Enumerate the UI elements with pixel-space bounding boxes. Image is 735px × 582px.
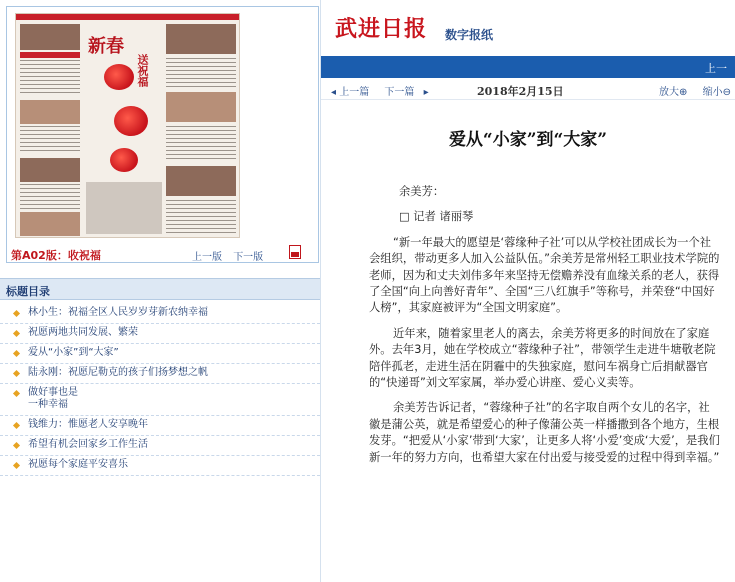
article-paragraph: “新一年最大的愿望是‘蓉缘种子社’可以从学校社团成长为一个社会组织，带动更多人加入公益队伍。”余美芳是常州轻工职业技术学院的老师，因为和丈夫刘伟多年来坚持无偿赡养没有血缘关系的老人，获得了全国“向上向善好青年”、全国“三八红旗手”等称号，并荣登“中国好人榜”，其家庭被评为“全国文明家庭”。 bbox=[369, 235, 720, 315]
thumb-photo bbox=[20, 212, 80, 236]
thumb-photo bbox=[166, 24, 236, 54]
toc-item[interactable]: 祝愿两地共同发展、繁荣 bbox=[0, 324, 320, 344]
zoom-controls bbox=[647, 83, 731, 98]
nav-prev-link[interactable]: 上一 bbox=[705, 62, 727, 75]
pdf-icon[interactable] bbox=[289, 245, 301, 259]
thumb-photo bbox=[166, 92, 236, 122]
zoom-out-button[interactable]: 缩小⊖ bbox=[702, 87, 731, 98]
nav-bar bbox=[321, 56, 735, 78]
article-title: 爱从“小家”到“大家” bbox=[448, 130, 608, 150]
lantern-icon bbox=[114, 106, 148, 136]
thumb-text-block bbox=[166, 58, 236, 88]
thumb-text-block bbox=[20, 60, 80, 96]
thumb-text-block bbox=[20, 184, 80, 210]
page-thumbnail[interactable] bbox=[15, 13, 240, 238]
issue-date: 2018年2月15日 bbox=[477, 85, 564, 98]
article-toolbar bbox=[321, 80, 735, 100]
site-header bbox=[321, 0, 735, 56]
thumb-top-band bbox=[16, 14, 240, 20]
thumb-headline-bar bbox=[20, 52, 80, 58]
article-body bbox=[369, 184, 721, 475]
toc-item[interactable]: 爱从“小家”到“大家” bbox=[0, 344, 320, 364]
lantern-icon bbox=[104, 64, 134, 90]
page-label: 第A02版：收祝福 bbox=[11, 249, 101, 262]
thumb-photo bbox=[20, 24, 80, 50]
toc-item[interactable]: 祝愿每个家庭平安喜乐 bbox=[0, 456, 320, 476]
page-nav bbox=[192, 248, 271, 263]
toc-item[interactable]: 希望有机会回家乡工作生活 bbox=[0, 436, 320, 456]
toc-header bbox=[0, 278, 320, 300]
prev-article-link[interactable]: ◂ 上一篇 bbox=[331, 87, 370, 98]
article-paragraph: 近年来，随着家里老人的离去，余美芳将更多的时间放在了家庭外。去年3月，她在学校成立“蓉缘种子社”，带领学生走进牛塘敬老院陪伴孤老，走进生活在阴霾中的失独家庭，慰问车祸身亡后捐献器官的“快递哥”刘文军家属，举办爱心讲座、爱心义卖等。 bbox=[369, 326, 716, 390]
article-nav bbox=[331, 83, 435, 98]
left-column bbox=[0, 0, 320, 582]
thumb-title-1: 新春 bbox=[88, 36, 124, 57]
site-subtitle: 数字报纸 bbox=[445, 28, 494, 42]
prev-page-link[interactable]: 上一版 bbox=[192, 252, 222, 263]
thumb-photo bbox=[20, 158, 80, 182]
thumb-title-2: 送祝福 bbox=[136, 54, 149, 87]
toc-item[interactable]: 做好事也是 一种幸福 bbox=[0, 384, 320, 416]
page-thumbnail-frame bbox=[6, 6, 319, 263]
thumb-text-block bbox=[166, 126, 236, 162]
next-article-link[interactable]: 下一篇 ▸ bbox=[384, 87, 429, 98]
thumb-photo bbox=[20, 100, 80, 124]
article-person: 余美芳： bbox=[399, 185, 445, 198]
lantern-icon bbox=[110, 148, 138, 172]
toc-list bbox=[0, 304, 320, 476]
toc-item[interactable]: 林小生：祝福全区人民岁岁芽新农纳幸福 bbox=[0, 304, 320, 324]
article-byline: □ 记者 诸丽琴 bbox=[399, 210, 474, 224]
thumb-photo bbox=[166, 166, 236, 196]
article-paragraph: 余美芳告诉记者，“蓉缘种子社”的名字取自两个女儿的名字，社徽是蒲公英，就是希望爱心的种子像蒲公英一样播撒到各个地方，生根发芽。“把爱从‘小家’带到‘大家’，让更多人将‘小爱’变成‘大爱’，是我们新一年的努力方向，也希望大家在付出爱与接受爱的过程中得到幸福。” bbox=[369, 401, 720, 464]
zoom-in-button[interactable]: 放大⊕ bbox=[659, 87, 688, 98]
thumb-text-block bbox=[20, 126, 80, 154]
site-logo[interactable]: 武进日报 bbox=[335, 16, 428, 42]
toc-item[interactable]: 钱维力：惟愿老人安享晚年 bbox=[0, 416, 320, 436]
next-page-link[interactable]: 下一版 bbox=[233, 252, 264, 263]
thumb-photo bbox=[86, 182, 162, 234]
toc-title: 标题目录 bbox=[6, 285, 50, 298]
thumb-text-block bbox=[166, 200, 236, 234]
toc-item[interactable]: 陆永刚：祝愿尼勒克的孩子们扬梦想之帆 bbox=[0, 364, 320, 384]
